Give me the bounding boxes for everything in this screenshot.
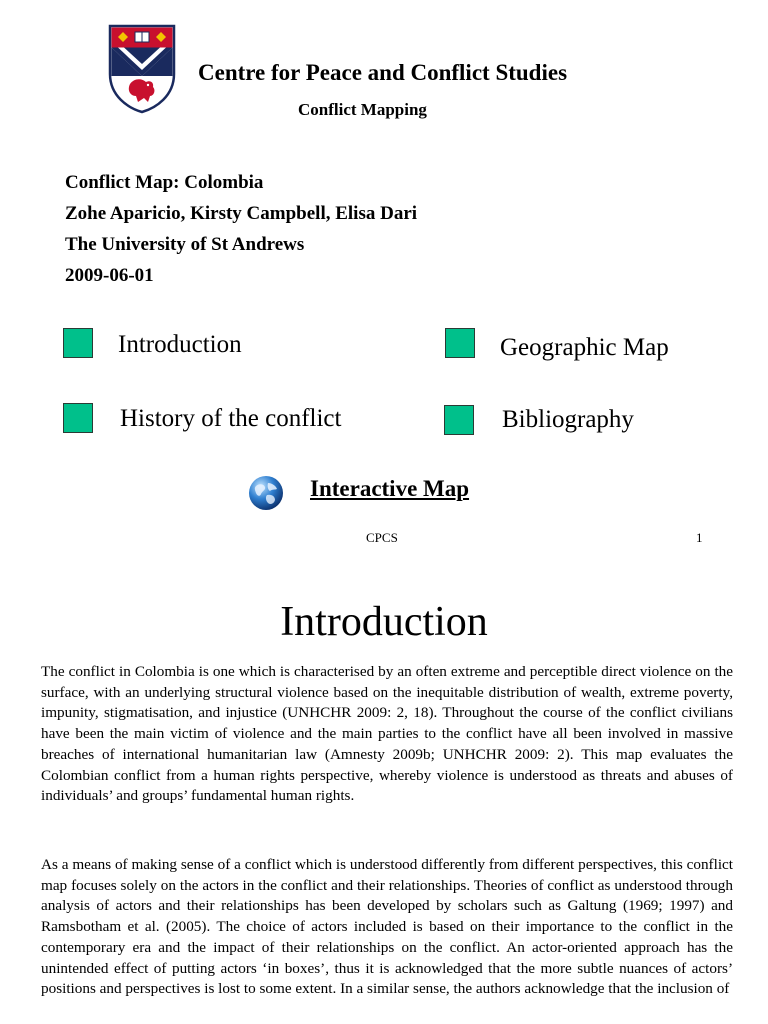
document-subtitle: Conflict Mapping — [298, 100, 427, 119]
bibliography-nav-label[interactable]: Bibliography — [502, 406, 634, 433]
globe-icon[interactable] — [247, 474, 285, 512]
introduction-nav-button[interactable] — [63, 328, 93, 358]
introduction-heading: Introduction — [280, 599, 488, 645]
footer-org: CPCS — [366, 530, 398, 545]
university-crest-logo — [108, 24, 176, 114]
date: 2009-06-01 — [65, 265, 154, 286]
page-number: 1 — [696, 530, 703, 545]
organization-title: Centre for Peace and Conflict Studies — [198, 60, 568, 85]
history-nav-label[interactable]: History of the conflict — [120, 405, 342, 432]
introduction-nav-label[interactable]: Introduction — [118, 331, 242, 358]
history-nav-button[interactable] — [63, 403, 93, 433]
map-title: Conflict Map: Colombia — [65, 172, 264, 193]
bibliography-nav-button[interactable] — [444, 405, 474, 435]
geographic-map-nav-label[interactable]: Geographic Map — [500, 334, 669, 361]
introduction-paragraph-2: As a means of making sense of a conflict which is understood differently from different perspectives, this conflict map focuses solely on the actors in the conflict and their relationships. Theories of conflict as understood through analysis of actors and their relationships has been developed by scholars such as Galtung (1969; 1997) and Ramsbotham et al. (2005). The choice of actors included is based on their importance to the conflict in the contemporary era and the impact of their relationships on the conflict. An actor-oriented approach has the unintended effect of putting actors ‘in boxes’, thus it is acknowledged that the more subtle nuances of actors’ positions and perspectives is lost to some extent. In a similar sense, the authors acknowledge that the inclusion of — [41, 856, 733, 998]
interactive-map-link[interactable]: Interactive Map — [310, 476, 470, 501]
geographic-map-nav-button[interactable] — [445, 328, 475, 358]
authors: Zohe Aparicio, Kirsty Campbell, Elisa Dari — [65, 203, 418, 224]
introduction-paragraph-1: The conflict in Colombia is one which is characterised by an often extreme and perceptible direct violence on the surface, with an underlying structural violence based on the inequitable distribution of wealth, extreme poverty, impunity, stigmatisation, and injustice (UNHCHR 2009: 2, 18). Throughout the course of the conflict civilians have been the main victim of violence and the main parties to the conflict have all been involved in massive breaches of international humanitarian law (Amnesty 2009b; UNHCHR 2009: 2). This map evaluates the Colombian conflict from a human rights perspective, whereby violence is understood as threats and abuses of individuals’ and groups’ fundamental human rights. — [41, 663, 733, 805]
institution: The University of St Andrews — [65, 234, 305, 255]
